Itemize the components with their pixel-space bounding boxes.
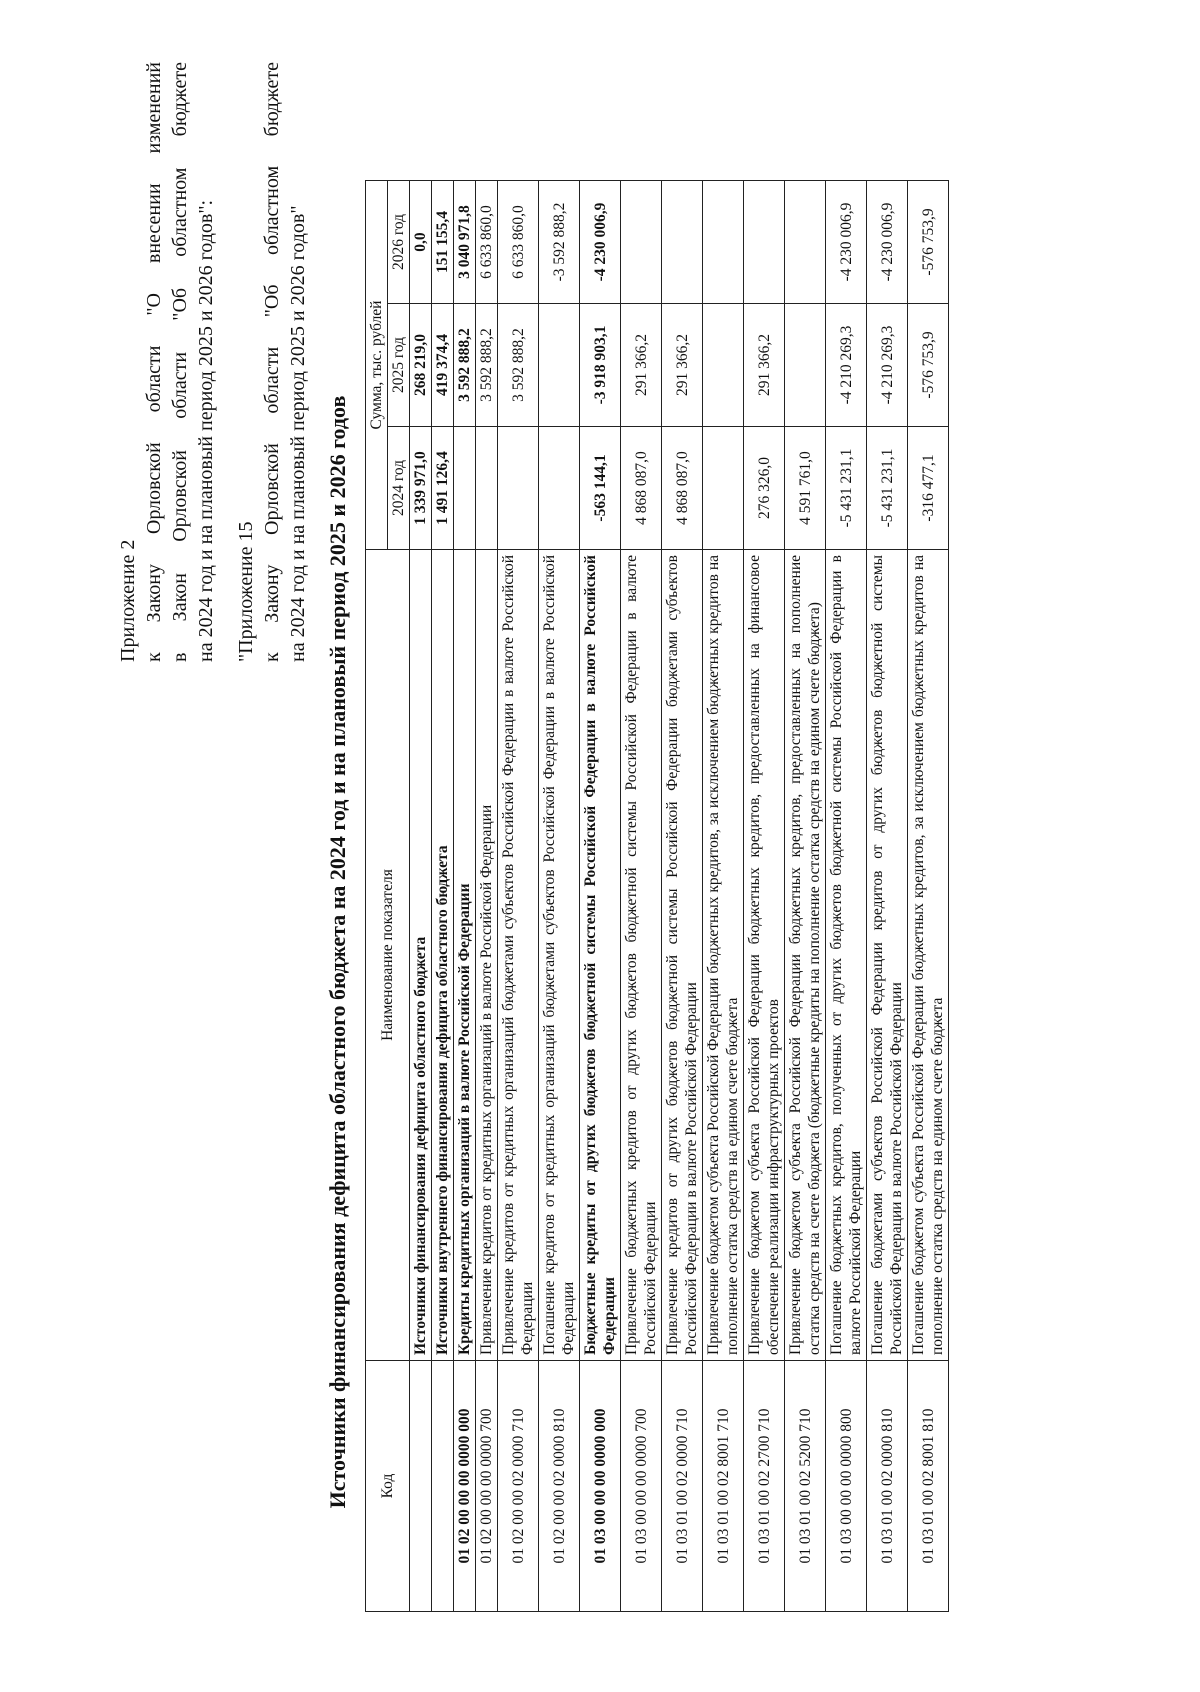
row-value-2024 (539, 427, 580, 550)
row-value-2026: 6 633 860,0 (498, 181, 539, 304)
row-code (410, 1361, 432, 1612)
table-row (662, 181, 703, 1612)
header-year-2026: 2026 год (388, 181, 410, 304)
row-value-2025 (703, 304, 744, 427)
row-value-2024: 4 591 761,0 (785, 427, 826, 550)
row-value-2024: -316 477,1 (908, 427, 949, 550)
row-value-2025 (785, 304, 826, 427)
row-value-2026: -4 230 006,9 (580, 181, 621, 304)
row-name: Погашение кредитов от кредитных организаций бюджетами субъектов Российской Федерации в валюте Российской Федерации (539, 550, 580, 1361)
row-value-2025: -3 918 903,1 (580, 304, 621, 427)
row-value-2026 (662, 181, 703, 304)
row-code: 01 03 01 00 02 0000 710 (662, 1361, 703, 1612)
row-value-2024 (703, 427, 744, 550)
row-value-2024 (454, 427, 476, 550)
table-row (476, 181, 498, 1612)
row-value-2025: 291 366,2 (662, 304, 703, 427)
appendix-law-line: на 2024 год и на плановый период 2025 и 2026 годов" (287, 205, 309, 662)
row-value-2024 (476, 427, 498, 550)
row-value-2025: 3 592 888,2 (454, 304, 476, 427)
row-value-2026 (744, 181, 785, 304)
row-value-2024: 1 491 126,4 (432, 427, 454, 550)
financing-table (365, 180, 949, 1612)
table-row (826, 181, 867, 1612)
row-code: 01 03 01 00 02 0000 810 (867, 1361, 908, 1612)
row-value-2024: -5 431 231,1 (867, 427, 908, 550)
row-name: Погашение бюджетных кредитов, полученных от других бюджетов бюджетной системы Российской Федерации в валюте Российской Федерации (826, 550, 867, 1361)
appendix-law-line: к Закону Орловской области "О внесении изменений (143, 62, 165, 662)
appendix-header (115, 62, 311, 662)
table-header-row (366, 181, 388, 1612)
row-value-2026: -4 230 006,9 (826, 181, 867, 304)
row-value-2025: -4 210 269,3 (826, 304, 867, 427)
row-value-2024: -563 144,1 (580, 427, 621, 550)
table-row (908, 181, 949, 1612)
row-code: 01 02 00 00 02 0000 710 (498, 1361, 539, 1612)
table-row (703, 181, 744, 1612)
row-value-2026: -3 592 888,2 (539, 181, 580, 304)
row-code (432, 1361, 454, 1612)
row-name: Кредиты кредитных организаций в валюте Российской Федерации (454, 550, 476, 1361)
row-code: 01 03 00 00 00 0000 800 (826, 1361, 867, 1612)
header-code: Код (366, 1361, 410, 1612)
row-value-2026: -576 753,9 (908, 181, 949, 304)
header-year-2024: 2024 год (388, 427, 410, 550)
appendix-law-line: в Закон Орловской области "Об областном бюджете (169, 62, 191, 662)
row-value-2026 (621, 181, 662, 304)
row-value-2026: 6 633 860,0 (476, 181, 498, 304)
row-value-2025: 291 366,2 (621, 304, 662, 427)
row-name: Источники внутреннего финансирования дефицита областного бюджета (432, 550, 454, 1361)
table-row (621, 181, 662, 1612)
row-name: Привлечение бюджетом субъекта Российской Федерации бюджетных кредитов, предоставленных на пополнение остатка средств на счете бюджета (бюджетные кредиты на пополнение остатка средств на едином счете бюджета) (785, 550, 826, 1361)
header-name: Наименование показателя (366, 550, 410, 1361)
row-value-2025: -4 210 269,3 (867, 304, 908, 427)
row-code: 01 02 00 00 00 0000 700 (476, 1361, 498, 1612)
row-code: 01 03 01 00 02 2700 710 (744, 1361, 785, 1612)
row-name: Привлечение кредитов от кредитных организаций в валюте Российской Федерации (476, 550, 498, 1361)
table-row (785, 181, 826, 1612)
appendix-law-line: на 2024 год и на плановый период 2025 и 2026 годов": (195, 199, 217, 662)
row-value-2024: 1 339 971,0 (410, 427, 432, 550)
row-code: 01 03 00 00 00 0000 000 (580, 1361, 621, 1612)
table-row (744, 181, 785, 1612)
row-value-2024 (498, 427, 539, 550)
table-row (539, 181, 580, 1612)
row-value-2025: 3 592 888,2 (498, 304, 539, 427)
row-name: Привлечение кредитов от других бюджетов бюджетной системы Российской Федерации бюджетами субъектов Российской Федерации в валюте Российской Федерации (662, 550, 703, 1361)
appendix-law-line: к Закону Орловской области "Об областном бюджете (261, 62, 283, 662)
row-value-2026: 3 040 971,8 (454, 181, 476, 304)
row-code: 01 03 01 00 02 5200 710 (785, 1361, 826, 1612)
row-value-2025: -576 753,9 (908, 304, 949, 427)
row-name: Бюджетные кредиты от других бюджетов бюджетной системы Российской Федерации в валюте Российской Федерации (580, 550, 621, 1361)
header-year-2025: 2025 год (388, 304, 410, 427)
table-body (410, 181, 949, 1612)
table-row (498, 181, 539, 1612)
row-code: 01 02 00 00 02 0000 810 (539, 1361, 580, 1612)
row-name: Привлечение бюджетных кредитов от других бюджетов бюджетной системы Российской Федерации в валюте Российской Федерации (621, 550, 662, 1361)
table-row (432, 181, 454, 1612)
row-value-2025: 419 374,4 (432, 304, 454, 427)
row-code: 01 03 00 00 00 0000 700 (621, 1361, 662, 1612)
document-title: Источники финансирования дефицита областного бюджета на 2024 год и на плановый период 2025 и 2026 годов (325, 395, 350, 1509)
row-code: 01 03 01 00 02 8001 710 (703, 1361, 744, 1612)
table-row (867, 181, 908, 1612)
row-value-2024: -5 431 231,1 (826, 427, 867, 550)
row-name: Привлечение бюджетом субъекта Российской Федерации бюджетных кредитов, предоставленных на финансовое обеспечение реализации инфраструктурных проектов (744, 550, 785, 1361)
row-name: Источники финансирования дефицита областного бюджета (410, 550, 432, 1361)
row-value-2026: 0,0 (410, 181, 432, 304)
row-value-2026: -4 230 006,9 (867, 181, 908, 304)
table-row (410, 181, 432, 1612)
table-row (454, 181, 476, 1612)
row-value-2024: 276 326,0 (744, 427, 785, 550)
row-value-2024: 4 868 087,0 (621, 427, 662, 550)
row-value-2026 (703, 181, 744, 304)
row-value-2026: 151 155,4 (432, 181, 454, 304)
row-value-2026 (785, 181, 826, 304)
appendix-number: "Приложение 15 (235, 521, 257, 662)
row-value-2025: 3 592 888,2 (476, 304, 498, 427)
appendix-number: Приложение 2 (117, 539, 139, 662)
header-sum: Сумма, тыс. рублей (366, 181, 388, 550)
row-name: Привлечение кредитов от кредитных организаций бюджетами субъектов Российской Федерации в валюте Российской Федерации (498, 550, 539, 1361)
row-name: Погашение бюджетами субъектов Российской Федерации кредитов от других бюджетов бюджетной системы Российской Федерации в валюте Российской Федерации (867, 550, 908, 1361)
row-name: Погашение бюджетом субъекта Российской Федерации бюджетных кредитов, за исключением бюджетных кредитов на пополнение остатка средств на едином счете бюджета (908, 550, 949, 1361)
row-code: 01 03 01 00 02 8001 810 (908, 1361, 949, 1612)
row-value-2025: 291 366,2 (744, 304, 785, 427)
table-row (580, 181, 621, 1612)
row-value-2024: 4 868 087,0 (662, 427, 703, 550)
row-value-2025 (539, 304, 580, 427)
row-code: 01 02 00 00 00 0000 000 (454, 1361, 476, 1612)
row-value-2025: 268 219,0 (410, 304, 432, 427)
row-name: Привлечение бюджетом субъекта Российской Федерации бюджетных кредитов, за исключением бюджетных кредитов на пополнение остатка средств на едином счете бюджета (703, 550, 744, 1361)
